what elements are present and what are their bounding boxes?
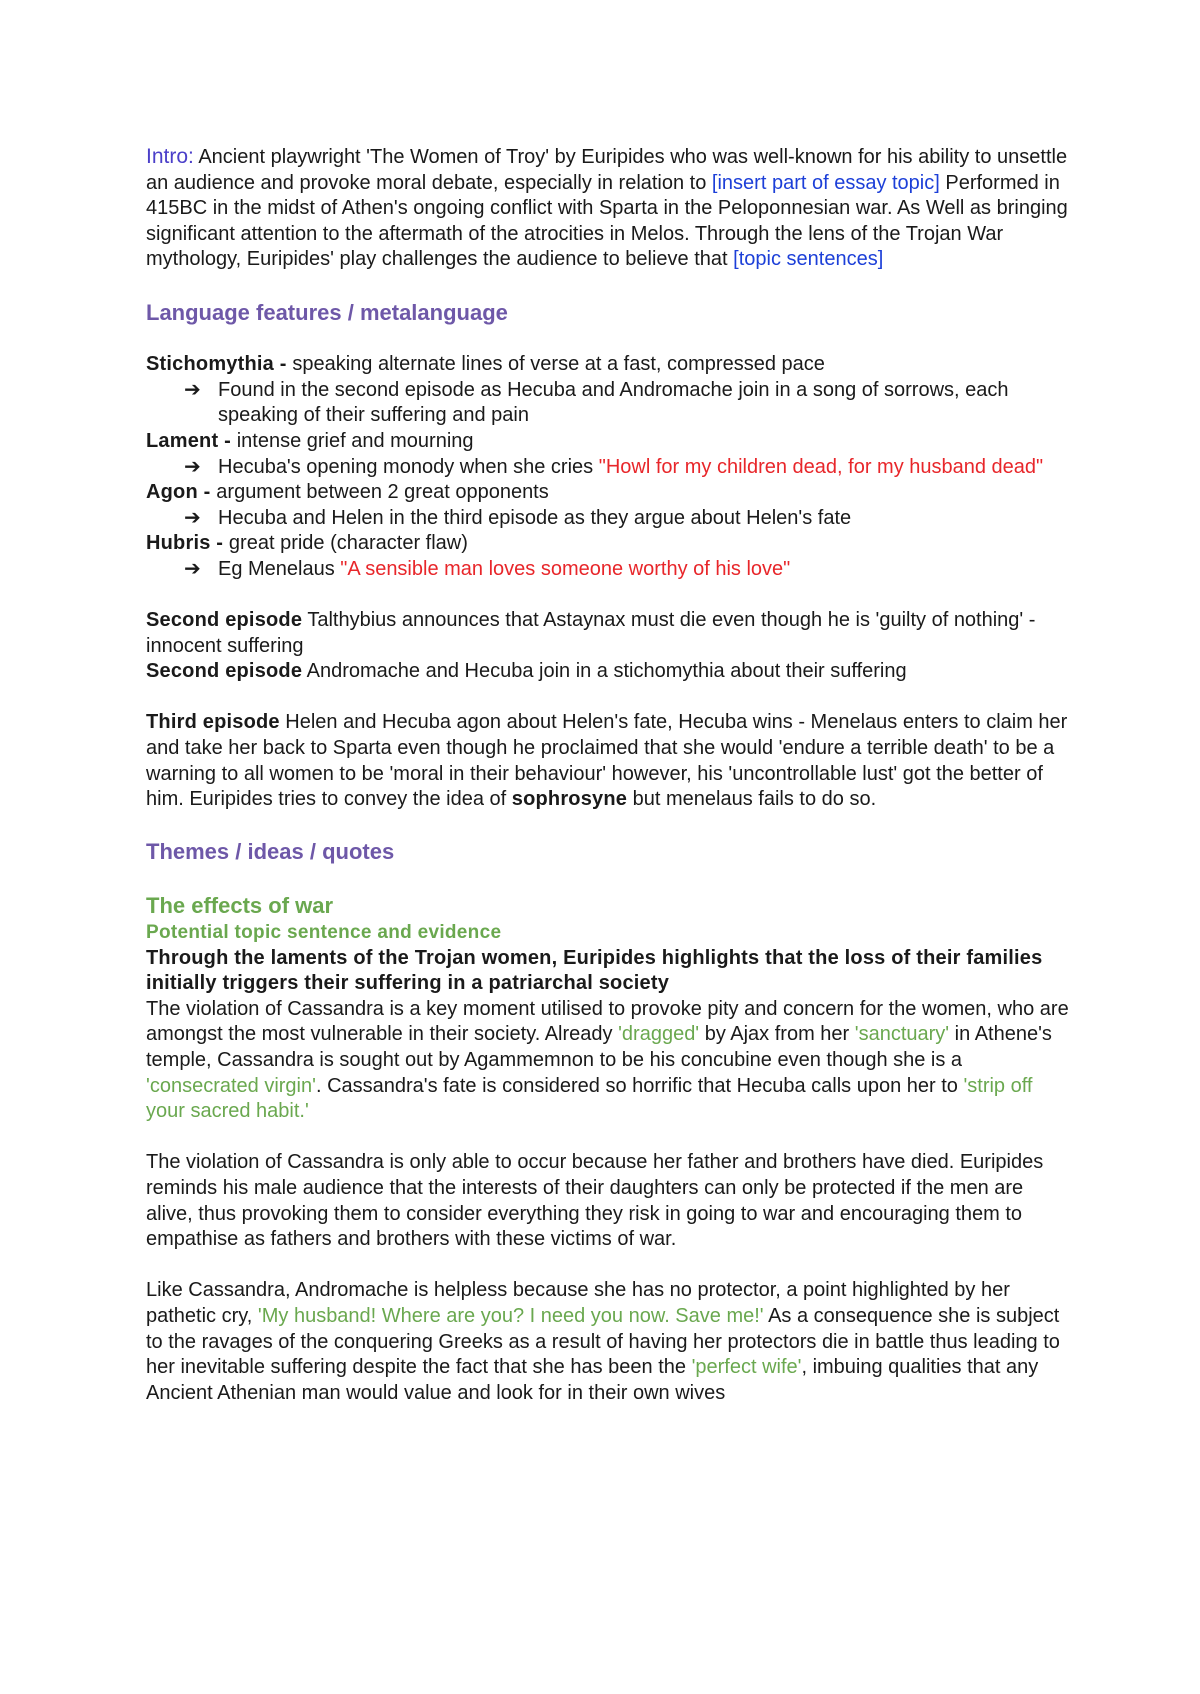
term-label: Lament - xyxy=(146,429,237,452)
intro-paragraph xyxy=(146,144,1071,273)
term-label: Agon - xyxy=(146,481,217,504)
quote: 'My husband! Where are you? I need you now. Save me!' xyxy=(257,1304,764,1327)
quote: 'dragged' xyxy=(618,1023,700,1046)
example-quote: "Howl for my children dead, for my husband dead" xyxy=(598,455,1044,478)
example-text: Found in the second episode as Hecuba and Andromache join in a song of sorrows, each speaking of their suffering and pain xyxy=(218,378,1009,427)
term-line xyxy=(146,531,1071,557)
episode-note xyxy=(146,608,1071,659)
arrow-icon: ➔ xyxy=(184,557,201,580)
section-heading-themes: Themes / ideas / quotes xyxy=(146,839,395,865)
episode-note xyxy=(146,710,1071,812)
spacer xyxy=(146,1125,1071,1151)
term-line xyxy=(146,480,1071,506)
term-label: Hubris - xyxy=(146,532,229,555)
section-heading-language: Language features / metalanguage xyxy=(146,299,508,325)
example-text: Hecuba and Helen in the third episode as they argue about Helen's fate xyxy=(218,506,852,529)
example-bullet xyxy=(146,506,1071,532)
spacer xyxy=(146,1253,1071,1279)
body-text: . Cassandra's fate is considered so horrific that Hecuba calls upon her to xyxy=(315,1074,964,1097)
body-text: in Athene's temple, Cassandra is sought out by Agammemnon to be his concubine even though she is a xyxy=(146,1023,1052,1071)
potential-topic-label: Potential topic sentence and evidence xyxy=(146,922,502,944)
spacer xyxy=(146,866,1071,892)
example-text: Hecuba's opening monody when she cries xyxy=(218,455,599,478)
body-text: , imbuing qualities that any Ancient Athenian man would value and look for in their own wives xyxy=(146,1356,1039,1404)
sophrosyne-term: sophrosyne xyxy=(511,788,628,811)
spacer xyxy=(146,273,1071,299)
quote: 'perfect wife' xyxy=(691,1356,802,1379)
episode-text: Andromache and Hecuba join in a stichomythia about their suffering xyxy=(302,660,907,683)
topic-sentence: Through the laments of the Trojan women, Euripides highlights that the loss of their families initially triggers their suffering in a patriarchal society xyxy=(146,946,1043,995)
body-text: Like Cassandra, Andromache is helpless because she has no protector, a point highlighted by her pathetic cry, xyxy=(146,1279,1010,1327)
example-text: Eg Menelaus xyxy=(218,557,341,580)
episode-label: Third episode xyxy=(146,711,280,734)
topic-sentences-placeholder: [topic sentences] xyxy=(733,248,884,271)
quote: 'strip off your sacred habit.' xyxy=(146,1074,1033,1123)
body-text: As a consequence she is subject to the ravages of the conquering Greeks as a result of having her protectors die in battle thus leading to her inevitable suffering despite the fact that she has been the xyxy=(146,1304,1060,1379)
body-paragraph xyxy=(146,997,1071,1125)
term-definition: speaking alternate lines of verse at a fast, compressed pace xyxy=(292,353,825,376)
essay-topic-placeholder: [insert part of essay topic] xyxy=(711,171,940,194)
arrow-icon: ➔ xyxy=(184,455,201,478)
term-line xyxy=(146,352,1071,378)
body-text: The violation of Cassandra is a key moment utilised to provoke pity and concern for the women, who are amongst the most vulnerable in their society. Already xyxy=(146,997,1069,1046)
example-bullet xyxy=(146,557,1071,583)
example-quote: "A sensible man loves someone worthy of his love" xyxy=(340,557,791,580)
term-definition: great pride (character flaw) xyxy=(228,532,468,555)
episode-label: Second episode xyxy=(146,609,303,632)
intro-text: Ancient playwright 'The Women of Troy' by Euripides who was well-known for his ability to unsettle an audience and provoke moral debate, especially in relation to xyxy=(146,146,1068,194)
theme-heading: The effects of war xyxy=(146,893,334,919)
example-bullet xyxy=(146,455,1071,481)
intro-text: Performed in 415BC in the midst of Athen's ongoing conflict with Sparta in the Peloponnesian war. As Well as bringing significant attention to the aftermath of the atrocities in Melos. Through the lens of the Trojan War mythology, Euripides' play challenges the audience to believe that xyxy=(146,171,1068,271)
spacer xyxy=(146,813,1071,839)
episode-note xyxy=(146,659,1071,685)
body-paragraph: The violation of Cassandra is only able to occur because her father and brothers have died. Euripides reminds his male audience that the interests of their daughters can only be protected if the men are alive, thus provoking them to consider everything they risk in going to war and encouraging them to empathise as fathers and brothers with these victims of war. xyxy=(146,1151,1044,1251)
example-bullet xyxy=(146,378,1071,429)
term-line xyxy=(146,429,1071,455)
quote: 'consecrated virgin' xyxy=(146,1074,316,1097)
spacer xyxy=(146,583,1071,609)
quote: 'sanctuary' xyxy=(854,1023,950,1046)
episode-text: Talthybius announces that Astaynax must die even though he is 'guilty of nothing' - innocent suffering xyxy=(146,609,1036,657)
spacer xyxy=(146,685,1071,711)
episode-label: Second episode xyxy=(146,660,303,683)
document-page xyxy=(146,144,1071,1406)
episode-text: Helen and Hecuba agon about Helen's fate, Hecuba wins - Menelaus enters to claim her and take her back to Sparta even though he proclaimed that she would 'endure a terrible death' to be a warning to all women to be 'moral in their behaviour' however, his 'uncontrollable lust' got the better of him. Euripides tries to convey the idea of xyxy=(146,711,1068,811)
spacer xyxy=(146,327,1071,353)
arrow-icon: ➔ xyxy=(184,506,201,529)
arrow-icon: ➔ xyxy=(184,378,201,401)
body-text: by Ajax from her xyxy=(699,1023,855,1046)
term-definition: argument between 2 great opponents xyxy=(216,481,549,504)
term-label: Stichomythia - xyxy=(146,353,293,376)
intro-label: Intro: xyxy=(146,145,194,168)
body-paragraph xyxy=(146,1278,1071,1406)
episode-text: but menelaus fails to do so. xyxy=(627,788,877,811)
term-definition: intense grief and mourning xyxy=(236,429,474,452)
